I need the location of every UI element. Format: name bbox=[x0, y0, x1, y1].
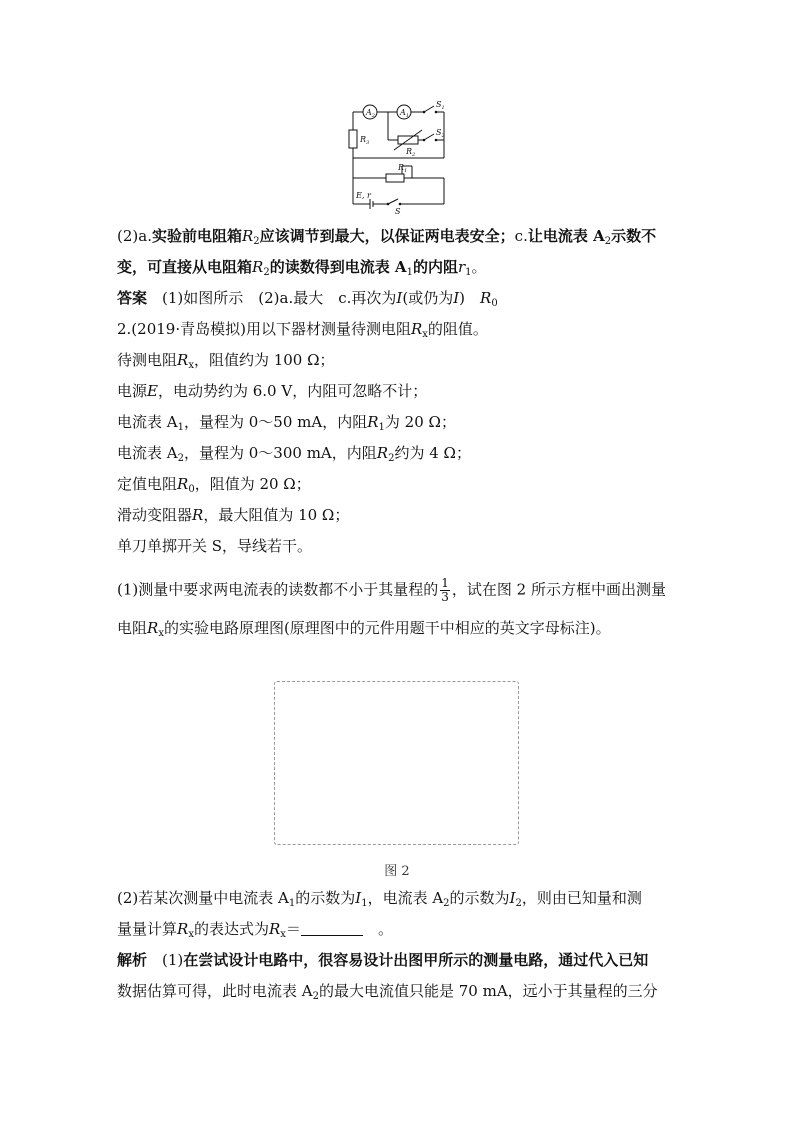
a2-label: $A_2$ bbox=[366, 108, 375, 119]
item-a2: 电流表 $A_2$，量程为 0～300 mA，内阻$R_2$约为 4 Ω； bbox=[117, 444, 471, 464]
item-rheostat: 滑动变阻器R，最大阻值为 10 Ω； bbox=[117, 506, 350, 524]
s2-label: $S_2$ bbox=[436, 128, 445, 139]
switch-s-label: S bbox=[395, 207, 401, 216]
r2-label: $R_2$ bbox=[406, 147, 416, 158]
r3-label: $R_3$ bbox=[360, 135, 370, 146]
question1-line1: (1)测量中要求两电流表的读数都不小于其量程的 $\frac{1}{3}$ ，试在图 2 所示方框中画出测量 bbox=[117, 576, 666, 604]
question2-line2: 量量计算$R_x$的表达式为$R_x=$ 。 bbox=[117, 920, 393, 940]
question1-line2: 电阻$R_x$的实验电路原理图(原理图中的元件用题干中相应的英文字母标注)。 bbox=[117, 619, 611, 639]
circuit-drawing-box[interactable] bbox=[274, 681, 519, 845]
item-a1: 电流表 $A_1$，量程为 0～50 mA，内阻$R_1$为 20 Ω； bbox=[117, 413, 456, 433]
item-rx: 待测电阻$R_x$，阻值约为 100 Ω； bbox=[117, 351, 335, 371]
answer-label: 答案 bbox=[117, 289, 148, 307]
fraction-one-third: $\frac{1}{3}$ bbox=[441, 576, 449, 604]
question2-line1: (2)若某次测量中电流表 $A_1$的示数为$I_1$，电流表 $A_2$的示数为$I_2$，则由已知量和测 bbox=[117, 889, 642, 909]
figure-caption: 图 2 bbox=[384, 864, 410, 879]
item-source: 电源E，电动势约为 6.0 V，内阻可忽略不计； bbox=[117, 382, 428, 400]
battery-label: E, r bbox=[356, 191, 371, 200]
s1-label: $S_1$ bbox=[436, 100, 445, 111]
a1-label: $A_1$ bbox=[400, 108, 409, 119]
problem2-title: 2.(2019·青岛模拟)用以下器材测量待测电阻$R_x$的阻值。 bbox=[117, 320, 488, 340]
r1-label: $R_1$ bbox=[398, 163, 408, 174]
item-switch: 单刀单掷开关 S，导线若干。 bbox=[117, 537, 313, 555]
circuit-diagram bbox=[340, 100, 450, 218]
part2a-line1: (2)a.实验前电阻箱$R_2$应该调节到最大，以保证两电表安全；c.让电流表 $A_2$示数不 bbox=[117, 227, 657, 247]
answer-blank[interactable] bbox=[301, 921, 363, 936]
analysis-line1: 解析 (1)在尝试设计电路中，很容易设计出图甲所示的测量电路，通过代入已知 bbox=[117, 951, 649, 969]
analysis-label: 解析 bbox=[117, 951, 148, 969]
item-r0: 定值电阻$R_0$，阻值为 20 Ω； bbox=[117, 475, 311, 495]
analysis-line2: 数据估算可得，此时电流表 $A_2$的最大电流值只能是 70 mA，远小于其量程的三分 bbox=[117, 982, 658, 1002]
part2a-line2: 变，可直接从电阻箱$R_2$的读数得到电流表 $A_1$的内阻$r_1$。 bbox=[117, 258, 487, 278]
answer-line: 答案 (1)如图所示 (2)a.最大 c.再次为I(或仍为I) $R_0$ bbox=[117, 289, 498, 309]
